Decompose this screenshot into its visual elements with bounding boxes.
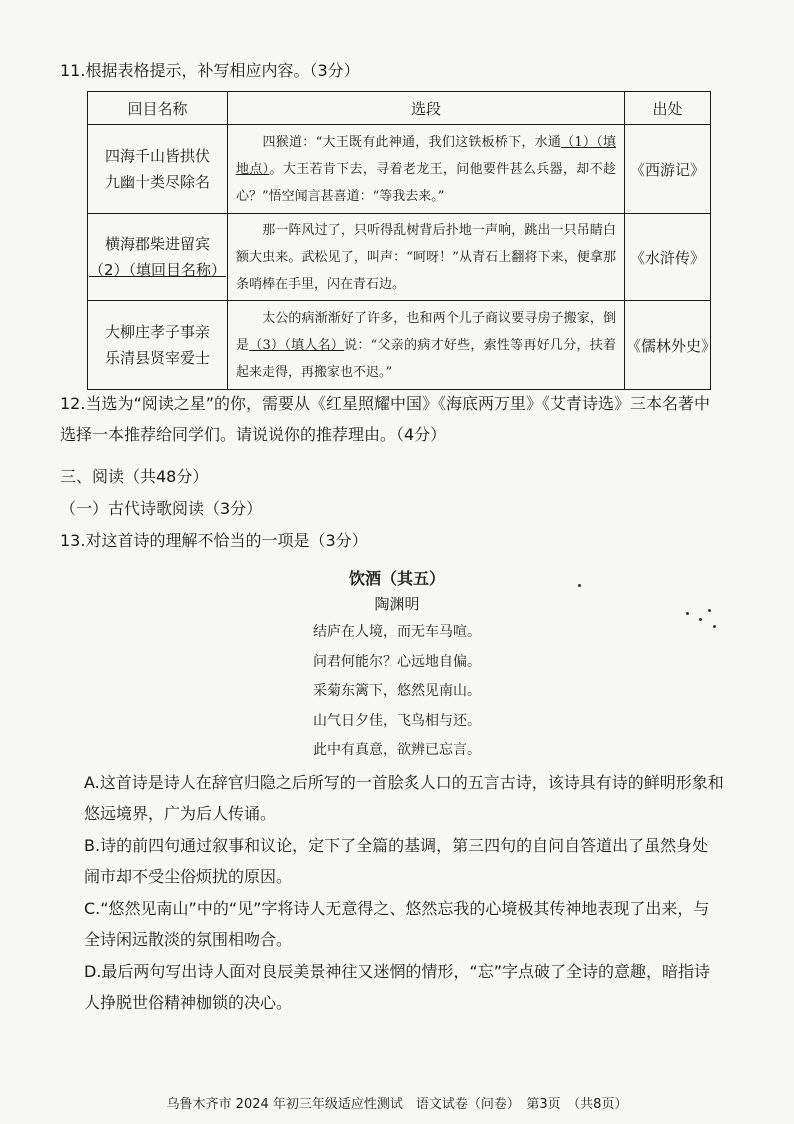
passage-cell xyxy=(228,301,625,390)
blank-1: （1）（填地点） xyxy=(236,134,616,177)
option-c: C.“悠然见南山”中的“见”字将诗人无意得之、悠然忘我的心境极其传神地表现了出来，与全诗闲远散淡的氛围相吻合。 xyxy=(84,899,710,949)
chapter-name-cell xyxy=(88,125,228,214)
passage-cell: 那一阵风过了，只听得乱树背后扑地一声响，跳出一只吊睛白额大虫来。武松见了，叫声：“呵呀！”从青石上翻将下来，便拿那条哨棒在手里，闪在青石边。 xyxy=(228,214,625,301)
scan-speck xyxy=(713,625,716,628)
chapter-name-cell xyxy=(88,301,228,390)
source-cell: 《水浒传》 xyxy=(625,214,711,301)
option-a: A.这首诗是诗人在辞官归隐之后所写的一首脍炙人口的五言古诗，该诗具有诗的鲜明形象和悠远境界，广为后人传诵。 xyxy=(84,773,724,823)
scan-speck xyxy=(578,584,581,587)
poem-line: 问君何能尔？心远地自偏。 xyxy=(313,653,481,670)
blank-3: （3）（填人名） xyxy=(249,337,345,353)
question-11-table xyxy=(87,91,717,390)
poem-author: 陶渊明 xyxy=(374,595,420,613)
table-row xyxy=(88,214,711,301)
page-footer: 乌鲁木齐市 2024 年初三年级适应性测试 语文试卷（问卷） 第3页 （共8页） xyxy=(166,1097,628,1112)
question-13: 13.对这首诗的理解不恰当的一项是（3分） xyxy=(60,531,368,550)
poem-body xyxy=(0,618,794,766)
passage-text: 四猴道：“大王既有此神通，我们这铁板桥下，水通 xyxy=(236,134,562,150)
chapter-name-line: 九幽十类尽除名 xyxy=(104,173,210,191)
poem-line: 采菊东篱下，悠然见南山。 xyxy=(313,683,481,699)
source-cell: 《儒林外史》 xyxy=(625,301,711,390)
blank-2: （2）（填回目名称） xyxy=(89,261,227,279)
chapter-name-line: 横海郡柴进留宾 xyxy=(104,235,210,253)
passage-cell xyxy=(228,125,625,214)
table-row xyxy=(88,301,711,390)
section-heading: 三、阅读（共48分） xyxy=(60,467,209,486)
chapter-name-line: 四海千山皆拱伏 xyxy=(104,147,210,165)
chapter-name-cell xyxy=(88,214,228,301)
chapter-name-line: 大柳庄孝子事亲 xyxy=(104,323,210,341)
question-12: 12.当选为“阅读之星”的你，需要从《红星照耀中国》《海底两万里》《艾青诗选》三本名著中选择一本推荐给同学们。请说说你的推荐理由。（4分） xyxy=(60,394,711,444)
passage-text: 说：“父亲的病才好些，索性等再好几分，扶着起来走得，再搬家也不迟。” xyxy=(236,337,616,380)
header-passage: 选段 xyxy=(228,92,625,125)
header-chapter-name: 回目名称 xyxy=(88,92,228,125)
chapter-name-line: 乐清县贤宰爱士 xyxy=(104,349,210,367)
source-cell: 《西游记》 xyxy=(625,125,711,214)
poem-line: 山气日夕佳，飞鸟相与还。 xyxy=(313,712,481,729)
poem-title: 饮酒（其五） xyxy=(348,569,445,588)
poem-line: 结庐在人境，而无车马喧。 xyxy=(313,624,481,640)
scan-speck xyxy=(699,618,702,621)
poem-line: 此中有真意，欲辨已忘言。 xyxy=(313,742,481,758)
table-row xyxy=(88,125,711,214)
subsection-heading: （一）古代诗歌阅读（3分） xyxy=(60,499,263,518)
header-source: 出处 xyxy=(625,92,711,125)
passage-text: 太公的病渐渐好了许多，也和两个儿子商议要寻房子搬家，倒是 xyxy=(236,310,616,353)
question-11-title: 11.根据表格提示，补写相应内容。（3分） xyxy=(60,61,360,80)
option-d: D.最后两句写出诗人面对良辰美景神往又迷惘的情形，“忘”字点破了全诗的意趣，暗指诗人挣脱世俗精神枷锁的决心。 xyxy=(84,962,710,1012)
table-header-row xyxy=(88,92,711,125)
scan-speck xyxy=(708,609,711,612)
option-b: B.诗的前四句通过叙事和议论，定下了全篇的基调，第三四句的自问自答道出了虽然身处闹市却不受尘俗烦扰的原因。 xyxy=(84,836,709,886)
scan-speck xyxy=(686,612,689,615)
passage-text: 。大王若肯下去，寻着老龙王，问他要件甚么兵器，却不趁心？”悟空闻言甚喜道：“等我去来。” xyxy=(236,161,616,204)
